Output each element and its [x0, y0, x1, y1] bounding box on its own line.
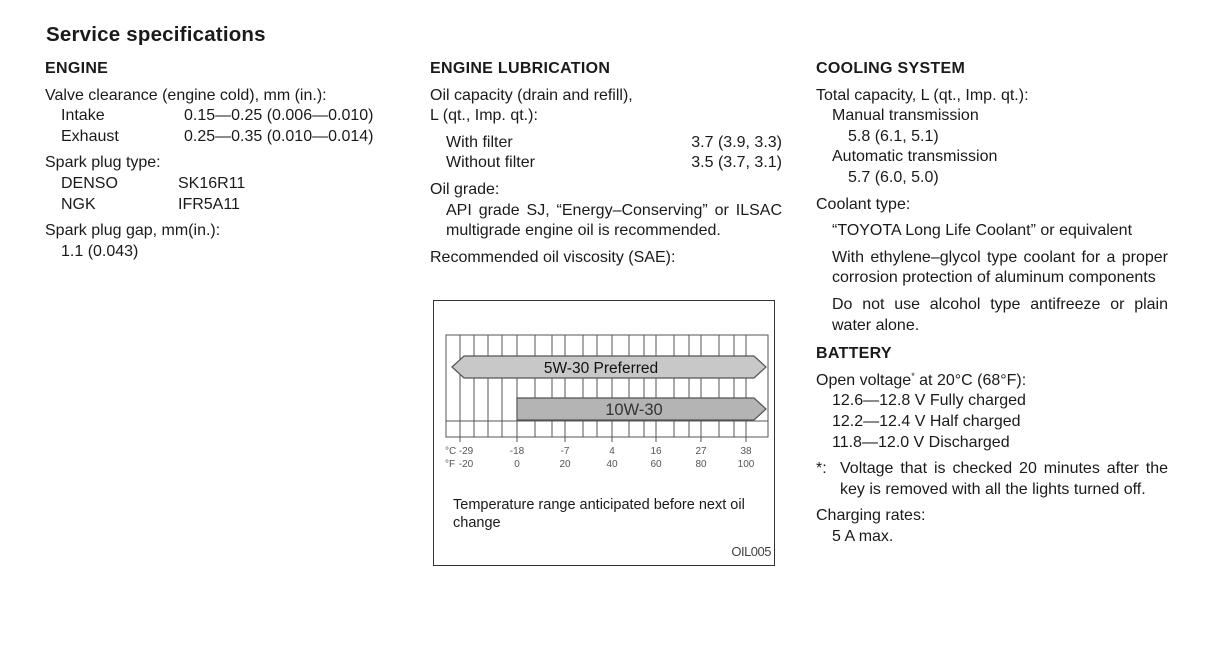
spark-plug-type-label: Spark plug type:	[45, 154, 161, 172]
voltage-footnote	[816, 459, 1168, 500]
fahrenheit-tick-label: 60	[650, 459, 662, 470]
spark-gap-label: Spark plug gap, mm(in.):	[45, 222, 221, 240]
with-filter-row	[430, 133, 782, 154]
celsius-tick-label: 16	[650, 446, 662, 457]
voltage-discharged: 11.8—12.0 V Discharged	[832, 433, 1010, 451]
diagram-grid	[446, 335, 768, 442]
bar-5w30-label: 5W-30 Preferred	[543, 360, 659, 377]
with-filter-label: With filter	[446, 133, 513, 151]
valve-clearance-label: Valve clearance (engine cold), mm (in.):	[45, 86, 327, 104]
cooling-battery-section	[816, 59, 1168, 547]
open-voltage-tail: at 20°C (68°F):	[914, 371, 1027, 389]
coolant-paragraph-3: Do not use alcohol type antifreeze or plain water alone.	[832, 295, 1168, 334]
footnote-mark: *:	[816, 460, 827, 478]
fahrenheit-tick-label: -20	[458, 459, 474, 470]
celsius-unit-label: °C	[445, 446, 457, 457]
coolant-paragraph-1: “TOYOTA Long Life Coolant” or equivalent	[832, 222, 1133, 240]
viscosity-label: Recommended oil viscosity (SAE):	[430, 248, 676, 266]
celsius-tick-label: 4	[609, 446, 615, 457]
manual-label: Manual transmission	[832, 107, 979, 125]
without-filter-value: 3.5 (3.7, 3.1)	[691, 154, 782, 172]
lubrication-section	[430, 59, 782, 268]
ngk-value: IFR5A11	[178, 195, 240, 213]
with-filter-value: 3.7 (3.9, 3.3)	[691, 133, 782, 151]
without-filter-row	[430, 153, 782, 174]
open-voltage-label: Open voltage	[816, 371, 912, 389]
page-title: Service specifications	[46, 23, 266, 46]
fahrenheit-tick-label: 0	[514, 459, 520, 470]
celsius-tick-label: 38	[740, 446, 752, 457]
ngk-label: NGK	[61, 195, 96, 213]
exhaust-row	[45, 127, 405, 148]
ngk-row	[45, 195, 405, 216]
celsius-tick-label: -7	[560, 446, 570, 457]
oil-grade-label: Oil grade:	[430, 180, 500, 198]
axis-tick-labels	[445, 446, 755, 470]
fahrenheit-unit-label: °F	[445, 459, 456, 470]
fahrenheit-tick-label: 20	[559, 459, 571, 470]
figure-code: OIL005	[731, 544, 771, 560]
oil-capacity-line2: L (qt., Imp. qt.):	[430, 107, 538, 125]
engine-heading: ENGINE	[45, 60, 109, 77]
engine-section	[45, 59, 405, 262]
oil-grade-text: API grade SJ, “Energy–Conserving” or ILSAC multigrade engine oil is recommended.	[446, 201, 782, 240]
intake-row	[45, 106, 405, 127]
fahrenheit-tick-label: 40	[606, 459, 618, 470]
automatic-label: Automatic transmission	[832, 148, 998, 166]
voltage-fully-charged: 12.6—12.8 V Fully charged	[832, 392, 1026, 410]
exhaust-label: Exhaust	[61, 127, 119, 145]
open-voltage-line	[816, 371, 1168, 392]
coolant-type-label: Coolant type:	[816, 195, 911, 213]
coolant-paragraph-2: With ethylene–glycol type coolant for a proper corrosion protection of aluminum components	[832, 248, 1168, 287]
celsius-tick-label: -29	[458, 446, 474, 457]
bar-10w30-label: 10W-30	[605, 401, 663, 419]
open-voltage-asterisk: *	[911, 370, 915, 381]
cooling-heading: COOLING SYSTEM	[816, 60, 966, 77]
automatic-value: 5.7 (6.0, 5.0)	[848, 168, 939, 186]
total-capacity-label: Total capacity, L (qt., Imp. qt.):	[816, 86, 1029, 104]
oil-viscosity-figure	[433, 300, 775, 566]
intake-value: 0.15—0.25 (0.006—0.010)	[184, 107, 374, 125]
oil-capacity-line1: Oil capacity (drain and refill),	[430, 86, 633, 104]
lubrication-heading: ENGINE LUBRICATION	[430, 60, 611, 77]
charging-rates-value: 5 A max.	[832, 527, 894, 545]
fahrenheit-tick-label: 80	[695, 459, 707, 470]
intake-label: Intake	[61, 107, 105, 125]
denso-value: SK16R11	[178, 174, 246, 192]
fahrenheit-tick-label: 100	[737, 459, 755, 470]
exhaust-value: 0.25—0.35 (0.010—0.014)	[184, 127, 374, 145]
denso-label: DENSO	[61, 174, 118, 192]
charging-rates-label: Charging rates:	[816, 507, 926, 525]
battery-heading: BATTERY	[816, 345, 892, 363]
denso-row	[45, 174, 405, 195]
manual-value: 5.8 (6.1, 5.1)	[848, 127, 939, 145]
celsius-tick-label: -18	[509, 446, 525, 457]
without-filter-label: Without filter	[446, 154, 535, 172]
footnote-text: Voltage that is checked 20 minutes after the key is removed with all the lights turned off.	[840, 460, 1168, 498]
figure-caption: Temperature range anticipated before next oil change	[453, 497, 745, 531]
voltage-half-charged: 12.2—12.4 V Half charged	[832, 412, 1021, 430]
spark-gap-value: 1.1 (0.043)	[61, 242, 139, 260]
celsius-tick-label: 27	[695, 446, 707, 457]
